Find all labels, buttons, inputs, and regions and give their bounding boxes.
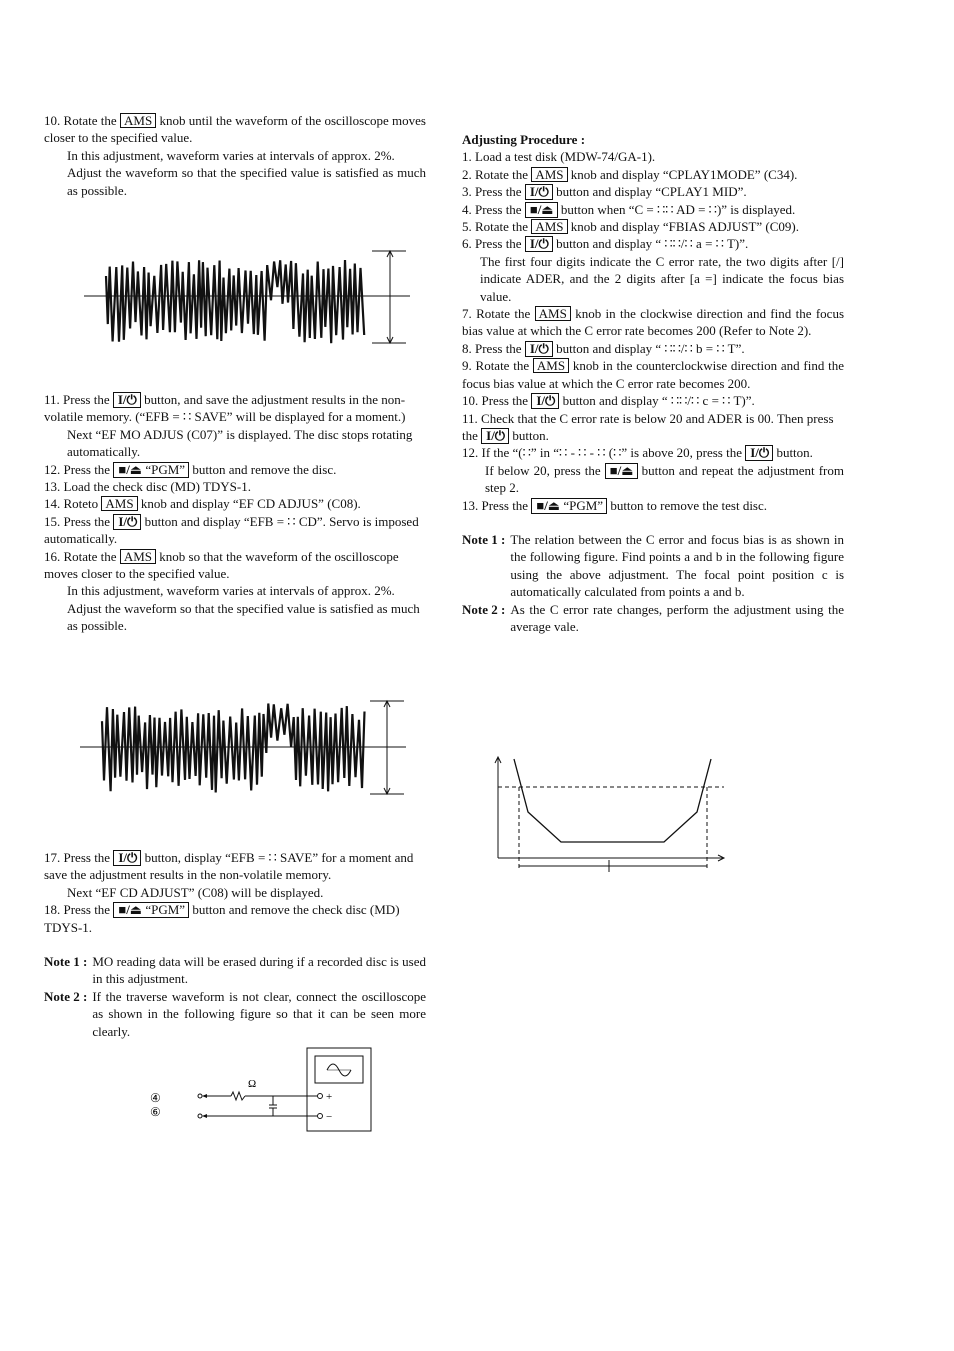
ams-knob-label: AMS	[535, 306, 571, 321]
adjusting-procedure-heading: Adjusting Procedure :	[462, 132, 586, 147]
step-14: 14. Roteto AMS knob and display “EF CD ADJUS” (C08).	[44, 496, 361, 512]
note-1-left: Note 1 : MO reading data will be erased during if a recorded disc is used in this adjustment.	[44, 954, 426, 987]
step-12: 12. Press the ■/⏏ “PGM” button and remove the disc.	[44, 461, 337, 477]
proc-step-6: 6. Press the I/⏻ button and display “ ∷∷/∷ a = ∷ T)”. The first four digits indicate the C error rate, the two digits after [/] indicate ADER, and the 2 digits after [a =] indicate the focus bias value.	[462, 236, 844, 304]
proc-step-12: 12. If the “(∷” in “∷ - ∷ - ∷ (∷” is above 20, press the I/⏻ button. If below 20, press the ■/⏏ button and repeat the adjustment from step 2.	[462, 445, 844, 496]
power-button-label: I/⏻	[525, 341, 553, 357]
ams-knob-label: AMS	[531, 167, 567, 182]
step-17: 17. Press the I/⏻ button, display “EFB = ∷ SAVE” for a moment and save the adjustment results in the non-volatile memory. Next “EF CD ADJUST” (C08) will be displayed.	[44, 850, 414, 900]
proc-step-7: 7. Rotate the AMS knob in the clockwise direction and find the focus bias value at which the C error rate becomes 200 (Refer to Note 2).	[462, 306, 844, 339]
note-1-right: Note 1 : The relation between the C error and focus bias is as shown in the following figure. Find points a and b in the following figure using the above adjustment. The focal point position c is automatically calculated from points a and b.	[462, 531, 844, 600]
minus-terminal-label: −	[326, 1111, 333, 1123]
ams-knob-label: AMS	[120, 549, 156, 564]
pin-4-label: ④	[150, 1091, 161, 1105]
power-button-label: I/⏻	[481, 428, 509, 444]
c-error-focus-bias-curve	[488, 754, 728, 878]
power-button-label: I/⏻	[113, 392, 141, 408]
waveform-trace	[102, 704, 365, 793]
ams-knob-label: AMS	[120, 113, 156, 128]
power-button-label: I/⏻	[525, 184, 553, 200]
proc-step-11: 11. Check that the C error rate is below 20 and ADER is 00. Then press the I/⏻ button.	[462, 410, 834, 443]
proc-step-2: 2. Rotate the AMS knob and display “CPLAY1MODE” (C34).	[462, 166, 798, 182]
power-button-label: I/⏻	[113, 514, 141, 530]
ams-knob-label: AMS	[101, 496, 137, 511]
power-button-label: I/⏻	[745, 445, 773, 461]
power-button-label: I/⏻	[525, 236, 553, 252]
oscilloscope-connection-figure	[145, 1044, 375, 1134]
stop-eject-button-label: ■/⏏	[605, 463, 638, 479]
step-13: 13. Load the check disc (MD) TDYS-1.	[44, 479, 251, 495]
step-11: 11. Press the I/⏻ button, and save the adjustment results in the non-volatile memory. (“EFB = ∷ SAVE” will be displayed for a moment.) Next “EF MO ADJUS (C07)” is displayed. The disc stops rotating automatically.	[44, 392, 413, 460]
note-2-right: Note 2 : As the C error rate changes, perform the adjustment using the average vale.	[462, 601, 844, 634]
stop-eject-button-label: ■/⏏	[525, 202, 558, 218]
step-10: 10. Rotate the AMS knob until the waveform of the oscilloscope moves closer to the specified value. In this adjustment, waveform varies at intervals of approx. 2%. Adjust the waveform so that the specified value is satisfied as much as possible.	[44, 113, 426, 198]
step-16: 16. Rotate the AMS knob so that the waveform of the oscilloscope moves closer to the specified value. In this adjustment, waveform varies at intervals of approx. 2%. Adjust the waveform so that the specified value is satisfied as much as possible.	[44, 548, 420, 634]
ams-knob-label: AMS	[533, 358, 569, 373]
stop-eject-button-label: ■/⏏ “PGM”	[113, 902, 189, 918]
proc-step-8: 8. Press the I/⏻ button and display “ ∷∷/∷ b = ∷ T”.	[462, 340, 745, 356]
ams-knob-label: AMS	[531, 219, 567, 234]
pin-6-label: ⑥	[150, 1105, 161, 1119]
right-column	[462, 131, 844, 635]
waveform-figure-2	[80, 698, 406, 798]
waveform-figure-1	[84, 248, 410, 350]
proc-step-4: 4. Press the ■/⏏ button when “C = ∷∷ AD = ∷)” is displayed.	[462, 201, 796, 217]
proc-step-5: 5. Rotate the AMS knob and display “FBIAS ADJUST” (C09).	[462, 219, 799, 235]
proc-step-3: 3. Press the I/⏻ button and display “CPLAY1 MID”.	[462, 184, 747, 200]
proc-step-9: 9. Rotate the AMS knob in the counterclockwise direction and find the focus bias value at which the C error rate becomes 200.	[462, 358, 845, 391]
ohm-label: Ω	[248, 1078, 257, 1090]
power-button-label: I/⏻	[113, 850, 141, 866]
stop-eject-button-label: ■/⏏ “PGM”	[531, 498, 607, 514]
left-column-bottom	[44, 849, 426, 1040]
step-15: 15. Press the I/⏻ button and display “EFB = ∷ CD”. Servo is imposed automatically.	[44, 513, 419, 547]
left-column-mid	[44, 391, 426, 635]
waveform-trace	[106, 260, 364, 343]
proc-step-13: 13. Press the ■/⏏ “PGM” button to remove the test disc.	[462, 497, 768, 513]
proc-step-1: 1. Load a test disk (MDW-74/GA-1).	[462, 149, 656, 165]
stop-eject-button-label: ■/⏏ “PGM”	[113, 462, 189, 478]
proc-step-10: 10. Press the I/⏻ button and display “ ∷∷/∷ c = ∷ T)”.	[462, 393, 755, 409]
plus-terminal-label: +	[326, 1091, 333, 1103]
note-2-left: Note 2 : If the traverse waveform is not clear, connect the oscilloscope as shown in the following figure so that it can be seen more clearly.	[44, 988, 426, 1039]
power-button-label: I/⏻	[531, 393, 559, 409]
left-column	[44, 112, 426, 199]
step-18: 18. Press the ■/⏏ “PGM” button and remove the check disc (MD) TDYS-1.	[44, 902, 400, 935]
